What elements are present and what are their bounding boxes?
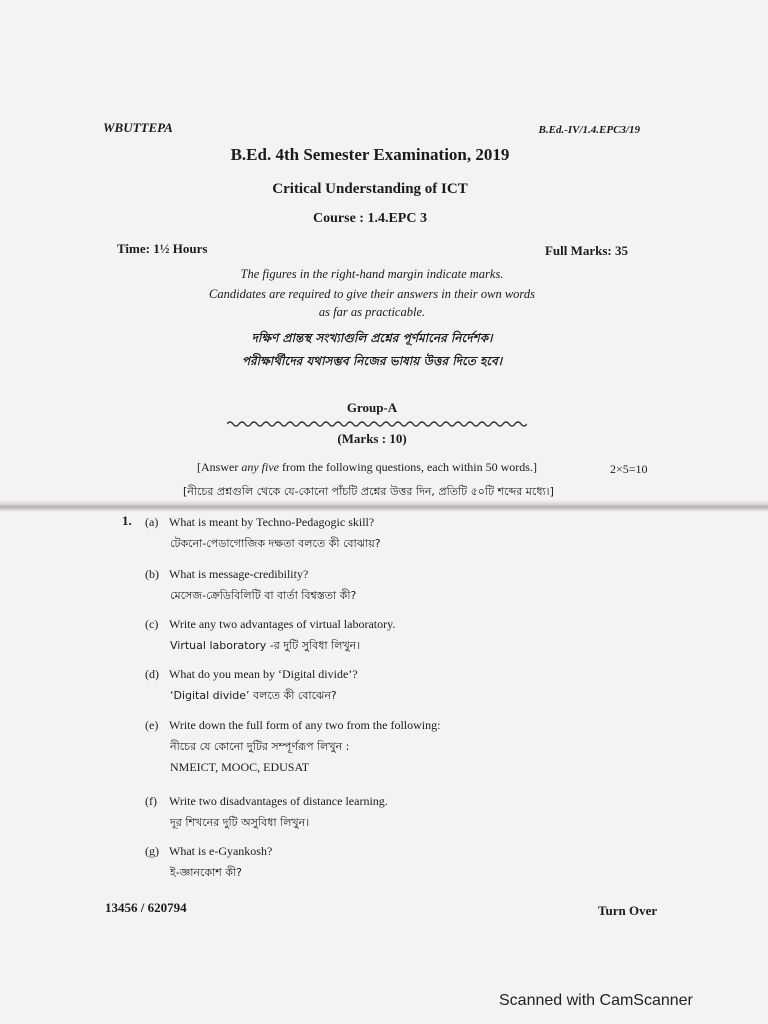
question-text-bn: Virtual laboratory -র দুটি সুবিধা লিখুন। [170,639,361,652]
instruction-line-2: Candidates are required to give their answers in their own words [209,287,535,301]
question-text-bn: নীচের যে কোনো দুটির সম্পূর্ণরূপ লিখুন : [170,740,350,753]
instruction-line-3: as far as practicable. [318,305,426,319]
course-code: Course : 1.4.EPC 3 [313,211,427,226]
question-text: Write two disadvantages of distance learning. [169,794,388,808]
scanner-watermark: Scanned with CamScanner [499,992,693,1009]
question-d [145,667,358,702]
question-label: (b) [145,567,159,581]
question-text-bn: টেকনো-পেডাগোজিক দক্ষতা বলতে কী বোঝায়? [170,537,381,550]
question-text: What is message-credibility? [169,567,309,581]
full-marks: Full Marks: 35 [544,243,628,258]
question-text: Write any two advantages of virtual laboratory. [169,617,396,631]
question-c [145,617,396,652]
subject-title: Critical Understanding of ICT [272,181,468,197]
instruction-line-1: The figures in the right-hand margin indicate marks. [240,267,504,281]
question-label: (d) [145,667,159,681]
paper-code: B.Ed.-IV/1.4.EPC3/19 [538,124,640,136]
question-text: What is meant by Techno-Pedagogic skill? [169,515,375,529]
question-text: What is e-Gyankosh? [169,844,273,858]
question-text: What do you mean by ‘Digital divide’? [169,667,358,681]
group-title: Group-A [346,400,398,415]
question-label: (g) [145,844,159,858]
answer-instruction: [Answer any five from the following questions, each within 50 words.] [197,460,537,474]
scan-artifact-line [0,500,768,512]
group-score: 2×5=10 [610,462,648,476]
question-label: (f) [145,794,157,808]
question-label: (a) [145,515,159,529]
time-allowed: Time: 1½ Hours [117,241,208,256]
org-name: WBUTTEPA [103,120,173,135]
question-e [145,718,441,774]
ornament-divider [227,420,527,428]
question-number: 1. [122,513,132,528]
question-b [145,567,357,602]
question-acronyms: NMEICT, MOOC, EDUSAT [170,760,310,774]
instruction-bn-line-1: দক্ষিণ প্রান্তস্থ সংখ্যাগুলি প্রশ্নের পূর্ণমানের নির্দেশক। [251,331,493,345]
question-label: (e) [145,718,159,732]
answer-instruction-bn: [নীচের প্রশ্নগুলি থেকে যে-কোনো পাঁচটি প্রশ্নের উত্তর দিন, প্রতিটি ৫০টি শব্দের মধ্যে।] [183,485,554,498]
question-text-bn: মেসেজ-ক্রেডিবিলিটি বা বার্তা বিশ্বস্ততা কী? [170,589,357,602]
question-text-bn: ই-জ্ঞানকোশ কী? [170,866,242,879]
question-g [145,844,273,879]
paper-serial-code: 13456 / 620794 [105,900,187,915]
question-text-bn: ‘Digital divide’ বলতে কী বোঝেন? [170,689,337,702]
question-label: (c) [145,617,159,631]
question-f [145,794,388,829]
question-text-bn: দূর শিখনের দুটি অসুবিধা লিখুন। [170,816,310,829]
question-a [145,515,381,550]
instruction-bn-line-2: পরীক্ষার্থীদের যথাসম্ভব নিজের ভাষায় উত্তর দিতে হবে। [241,354,503,368]
turn-over: Turn Over [598,903,658,918]
question-text: Write down the full form of any two from the following: [169,718,441,732]
exam-title: B.Ed. 4th Semester Examination, 2019 [230,145,510,164]
group-marks: (Marks : 10) [337,431,407,446]
